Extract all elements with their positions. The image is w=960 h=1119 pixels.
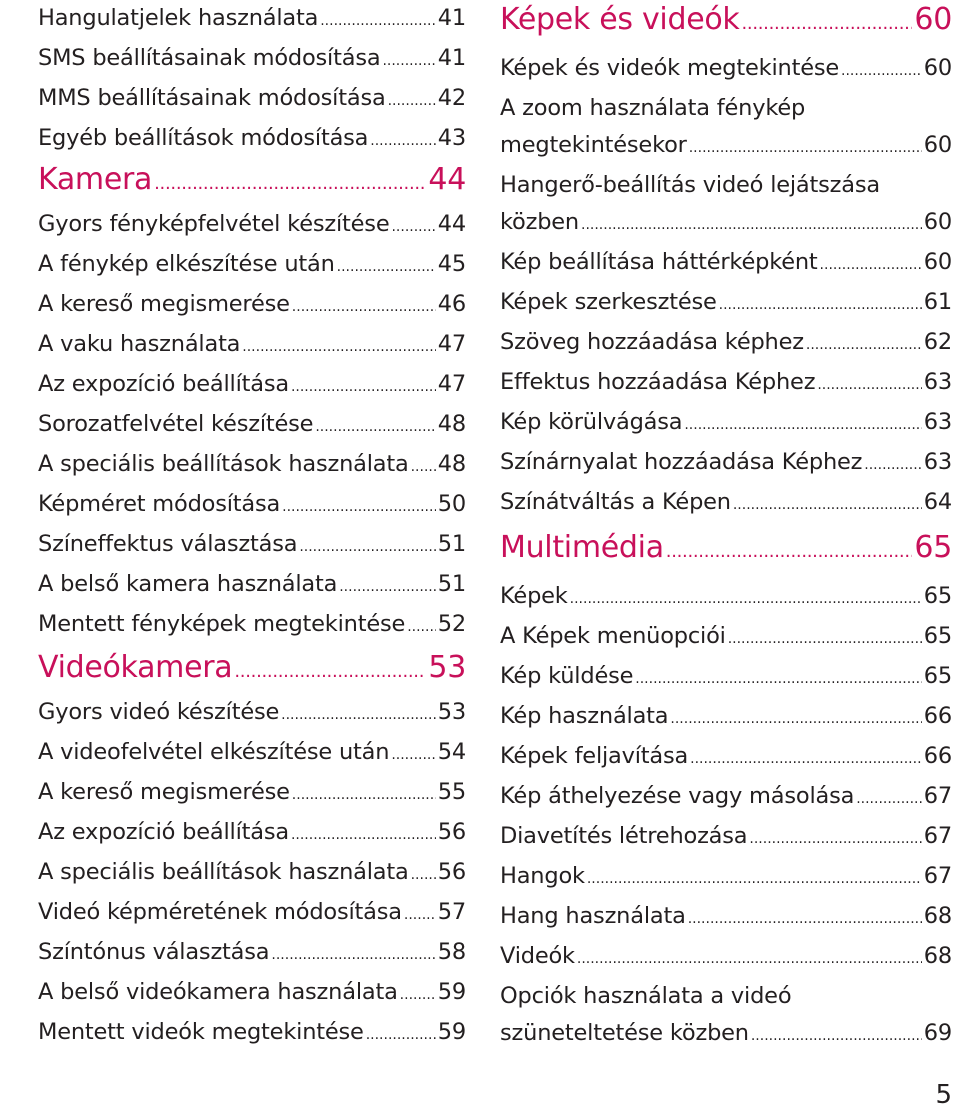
toc-entry[interactable]: [500, 938, 952, 978]
toc-entry-title: A belső videókamera használata: [38, 979, 398, 1005]
section-page: 53: [428, 650, 466, 685]
toc-entry[interactable]: [500, 818, 952, 858]
section-heading-kepek-es-videok: [500, 0, 952, 44]
toc-group-kepek-es-videok: [500, 50, 952, 524]
toc-entry-title: Gyors fényképfelvétel készítése: [38, 211, 390, 237]
toc-entry[interactable]: [38, 366, 466, 406]
dot-leader: [635, 658, 922, 698]
toc-entry[interactable]: [500, 658, 952, 698]
dot-leader: [292, 774, 436, 814]
toc-entry[interactable]: [38, 774, 466, 814]
dot-leader: [339, 566, 436, 606]
toc-entry-title: Hang használata: [500, 903, 686, 929]
toc-entry-page: 66: [923, 743, 952, 769]
toc-entry-title: Az expozíció beállítása: [38, 819, 289, 845]
toc-entry[interactable]: [38, 974, 466, 1014]
toc-entry-title: Hangok: [500, 863, 585, 889]
toc-entry-page: 61: [923, 289, 952, 315]
toc-entry-page: 48: [437, 451, 466, 477]
dot-leader: [749, 818, 921, 858]
toc-entry-page: 55: [437, 779, 466, 805]
toc-entry[interactable]: [500, 404, 952, 444]
dot-leader: [315, 406, 435, 446]
toc-entry-page: 58: [437, 939, 466, 965]
toc-entry-page: 44: [437, 211, 466, 237]
toc-entry-title: Opciók használata a videó: [500, 983, 792, 1009]
toc-entry[interactable]: [500, 578, 952, 618]
dot-leader: [282, 486, 436, 526]
toc-entry-title: Hangulatjelek használata: [38, 5, 319, 31]
section-title: Kamera: [38, 162, 153, 197]
toc-group-kamera: [38, 206, 466, 646]
dot-leader: [391, 734, 435, 774]
toc-entry-page: 59: [437, 1019, 466, 1045]
toc-entry-page: 54: [437, 739, 466, 765]
section-title: Multimédia: [500, 530, 664, 565]
toc-entry-title: Színeffektus választása: [38, 531, 298, 557]
toc-entry[interactable]: [38, 446, 466, 486]
toc-entry-title: Gyors videó készítése: [38, 699, 280, 725]
toc-entry-page: 46: [437, 291, 466, 317]
dot-leader: [299, 526, 435, 566]
toc-entry[interactable]: [38, 486, 466, 526]
toc-entry-page: 68: [923, 903, 952, 929]
dot-leader: [370, 120, 436, 160]
dot-leader: [728, 618, 922, 658]
toc-entry[interactable]: [500, 698, 952, 738]
toc-entry[interactable]: [500, 244, 952, 284]
toc-entry-line: [500, 204, 952, 244]
toc-entry-title: Sorozatfelvétel készítése: [38, 411, 314, 437]
dot-leader: [337, 246, 436, 286]
toc-entry-title: MMS beállításainak módosítása: [38, 85, 386, 111]
toc-entry[interactable]: [500, 364, 952, 404]
toc-entry[interactable]: [38, 80, 466, 120]
toc-entry[interactable]: [500, 284, 952, 324]
toc-entry-page: 65: [923, 583, 952, 609]
toc-entry-title: SMS beállításainak módosítása: [38, 45, 381, 71]
dot-leader: [689, 127, 922, 167]
toc-entry-title: A zoom használata fénykép: [500, 95, 806, 121]
section-heading-multimedia: [500, 528, 952, 572]
toc-entry[interactable]: [500, 444, 952, 484]
toc-entry-page: 41: [437, 5, 466, 31]
toc-entry-title: Képek szerkesztése: [500, 289, 717, 315]
toc-entry[interactable]: [38, 894, 466, 934]
toc-entry-page: 67: [923, 863, 952, 889]
toc-entry-title: Színátváltás a Képen: [500, 489, 731, 515]
dot-leader: [404, 894, 436, 934]
toc-entry[interactable]: [38, 854, 466, 894]
toc-entry-title: Kép áthelyezése vagy másolása: [500, 783, 855, 809]
toc-entry-title: A Képek menüopciói: [500, 623, 726, 649]
toc-entry-page: 67: [923, 823, 952, 849]
toc-entry-page: 60: [923, 249, 952, 275]
dot-leader: [242, 326, 435, 366]
toc-entry-page: 68: [923, 943, 952, 969]
toc-entry[interactable]: [38, 526, 466, 566]
toc-entry-page: 47: [437, 331, 466, 357]
toc-entry[interactable]: [500, 738, 952, 778]
dot-leader: [751, 1015, 922, 1055]
toc-entry-title: Hangerő-beállítás videó lejátszása: [500, 172, 880, 198]
toc-entry-title: Szöveg hozzáadása képhez: [500, 329, 804, 355]
toc-entry[interactable]: [500, 484, 952, 524]
toc-entry-page: 63: [923, 369, 952, 395]
dot-leader: [841, 50, 922, 90]
dot-leader: [670, 698, 921, 738]
toc-group-videokamera: [38, 694, 466, 1054]
toc-entry-title: A kereső megismerése: [38, 779, 290, 805]
toc-entry-title: Mentett videók megtekintése: [38, 1019, 364, 1045]
toc-entry-page: 51: [437, 571, 466, 597]
toc-entry-line: [500, 1015, 952, 1055]
toc-entry-page: 51: [437, 531, 466, 557]
toc-entry-page: 52: [437, 611, 466, 637]
toc-entry-page: 59: [437, 979, 466, 1005]
dot-leader: [366, 1014, 436, 1054]
toc-entry-title-continued: szüneteltetése közben: [500, 1020, 749, 1046]
toc-entry[interactable]: [38, 40, 466, 80]
dot-leader: [820, 244, 922, 284]
toc-entry-page: 69: [923, 1020, 952, 1046]
dot-leader: [291, 366, 436, 406]
toc-entry[interactable]: [38, 206, 466, 246]
dot-leader: [684, 404, 921, 444]
toc-entry[interactable]: [38, 406, 466, 446]
toc-entry-page: 53: [437, 699, 466, 725]
dot-leader: [719, 284, 922, 324]
section-heading-kamera: [38, 160, 466, 204]
toc-entry-title: A videofelvétel elkészítése után: [38, 739, 390, 765]
toc-entry[interactable]: [38, 606, 466, 646]
dot-leader: [291, 814, 436, 854]
toc-entry[interactable]: [38, 246, 466, 286]
toc-entry-page: 63: [923, 409, 952, 435]
section-title: Képek és videók: [500, 2, 740, 37]
dot-leader: [388, 80, 436, 120]
toc-entry-page: 45: [437, 251, 466, 277]
page-number: 5: [935, 1080, 952, 1110]
toc-entry[interactable]: [38, 566, 466, 606]
dot-leader: [400, 974, 436, 1014]
section-page: 44: [428, 162, 466, 197]
toc-entry-page: 57: [437, 899, 466, 925]
dot-leader: [688, 898, 922, 938]
toc-entry-title: Kép használata: [500, 703, 669, 729]
toc-entry[interactable]: [38, 814, 466, 854]
dot-leader: [391, 206, 435, 246]
toc-entry[interactable]: [500, 858, 952, 898]
toc-group-messaging: [38, 0, 466, 160]
toc-entry-title: Képméret módosítása: [38, 491, 281, 517]
toc-left-column: [38, 0, 466, 1054]
toc-entry-title: Videó képméretének módosítása: [38, 899, 402, 925]
dot-leader: [587, 858, 922, 898]
toc-entry[interactable]: [38, 120, 466, 160]
toc-entry-page: 63: [923, 449, 952, 475]
toc-entry-title: Kép küldése: [500, 663, 634, 689]
toc-entry-page: 60: [923, 55, 952, 81]
dot-leader: [411, 446, 436, 486]
toc-entry-page: 60: [923, 209, 952, 235]
dot-leader: [864, 444, 922, 484]
toc-entry[interactable]: [38, 1014, 466, 1054]
dot-leader: [292, 286, 436, 326]
dot-leader: [570, 578, 922, 618]
toc-entry-page: 65: [923, 623, 952, 649]
toc-entry-page: 65: [923, 663, 952, 689]
toc-entry-page: 60: [923, 132, 952, 158]
toc-entry-title: Egyéb beállítások módosítása: [38, 125, 369, 151]
toc-entry-title-continued: közben: [500, 209, 579, 235]
toc-entry-title: A speciális beállítások használata: [38, 451, 409, 477]
toc-entry-page: 62: [923, 329, 952, 355]
toc-entry-title: A fénykép elkészítése után: [38, 251, 335, 277]
toc-entry-page: 56: [437, 819, 466, 845]
toc-entry[interactable]: [38, 934, 466, 974]
section-title: Videókamera: [38, 650, 233, 685]
toc-entry-title: Mentett fényképek megtekintése: [38, 611, 406, 637]
toc-group-multimedia: [500, 578, 952, 1055]
dot-leader: [382, 40, 435, 80]
toc-entry[interactable]: [38, 734, 466, 774]
dot-leader: [733, 484, 922, 524]
toc-entry-title: Effektus hozzáadása Képhez: [500, 369, 816, 395]
section-page: 65: [914, 530, 952, 565]
dot-leader: [407, 606, 436, 646]
toc-entry-title: Videók: [500, 943, 575, 969]
toc-entry-page: 56: [437, 859, 466, 885]
toc-entry-page: 67: [923, 783, 952, 809]
toc-entry-line: [500, 127, 952, 167]
toc-entry-page: 66: [923, 703, 952, 729]
toc-entry-page: 47: [437, 371, 466, 397]
toc-entry[interactable]: [500, 898, 952, 938]
toc-entry-page: 42: [437, 85, 466, 111]
dot-leader: [577, 938, 922, 978]
section-page: 60: [914, 2, 952, 37]
toc-entry-title-continued: megtekintésekor: [500, 132, 687, 158]
dot-leader: [320, 0, 436, 40]
dot-leader: [581, 204, 922, 244]
toc-entry[interactable]: [500, 167, 952, 244]
toc-right-column: [500, 0, 952, 1055]
toc-entry-title: Színtónus választása: [38, 939, 270, 965]
toc-entry-page: 64: [923, 489, 952, 515]
toc-entry-title: Képek feljavítása: [500, 743, 689, 769]
toc-entry-title: A vaku használata: [38, 331, 241, 357]
toc-entry-title: Kép beállítása háttérképként: [500, 249, 818, 275]
toc-entry-title: Diavetítés létrehozása: [500, 823, 748, 849]
toc-entry[interactable]: [500, 324, 952, 364]
toc-entry-page: 48: [437, 411, 466, 437]
dot-leader: [271, 934, 435, 974]
dot-leader: [817, 364, 921, 404]
dot-leader: [742, 0, 913, 44]
toc-entry-title: A kereső megismerése: [38, 291, 290, 317]
toc-entry-title: Képek és videók megtekintése: [500, 55, 840, 81]
toc-entry[interactable]: [38, 286, 466, 326]
dot-leader: [806, 324, 922, 364]
toc-entry[interactable]: [500, 618, 952, 658]
toc-entry-title: Színárnyalat hozzáadása Képhez: [500, 449, 863, 475]
toc-entry-title: A speciális beállítások használata: [38, 859, 409, 885]
section-heading-videokamera: [38, 648, 466, 692]
dot-leader: [666, 528, 913, 572]
toc-entry[interactable]: [38, 694, 466, 734]
toc-entry-page: 50: [437, 491, 466, 517]
toc-entry-page: 41: [437, 45, 466, 71]
dot-leader: [234, 648, 426, 692]
toc-entry[interactable]: [500, 90, 952, 167]
dot-leader: [690, 738, 922, 778]
toc-entry-title: A belső kamera használata: [38, 571, 338, 597]
toc-entry-title: Kép körülvágása: [500, 409, 683, 435]
toc-entry[interactable]: [500, 778, 952, 818]
dot-leader: [411, 854, 436, 894]
toc-entry[interactable]: [500, 978, 952, 1055]
toc-entry-page: 43: [437, 125, 466, 151]
toc-entry[interactable]: [38, 0, 466, 40]
toc-entry[interactable]: [38, 326, 466, 366]
dot-leader: [281, 694, 436, 734]
toc-entry-title: Képek: [500, 583, 568, 609]
dot-leader: [856, 778, 922, 818]
toc-entry-title: Az expozíció beállítása: [38, 371, 289, 397]
toc-entry[interactable]: [500, 50, 952, 90]
dot-leader: [154, 160, 426, 204]
